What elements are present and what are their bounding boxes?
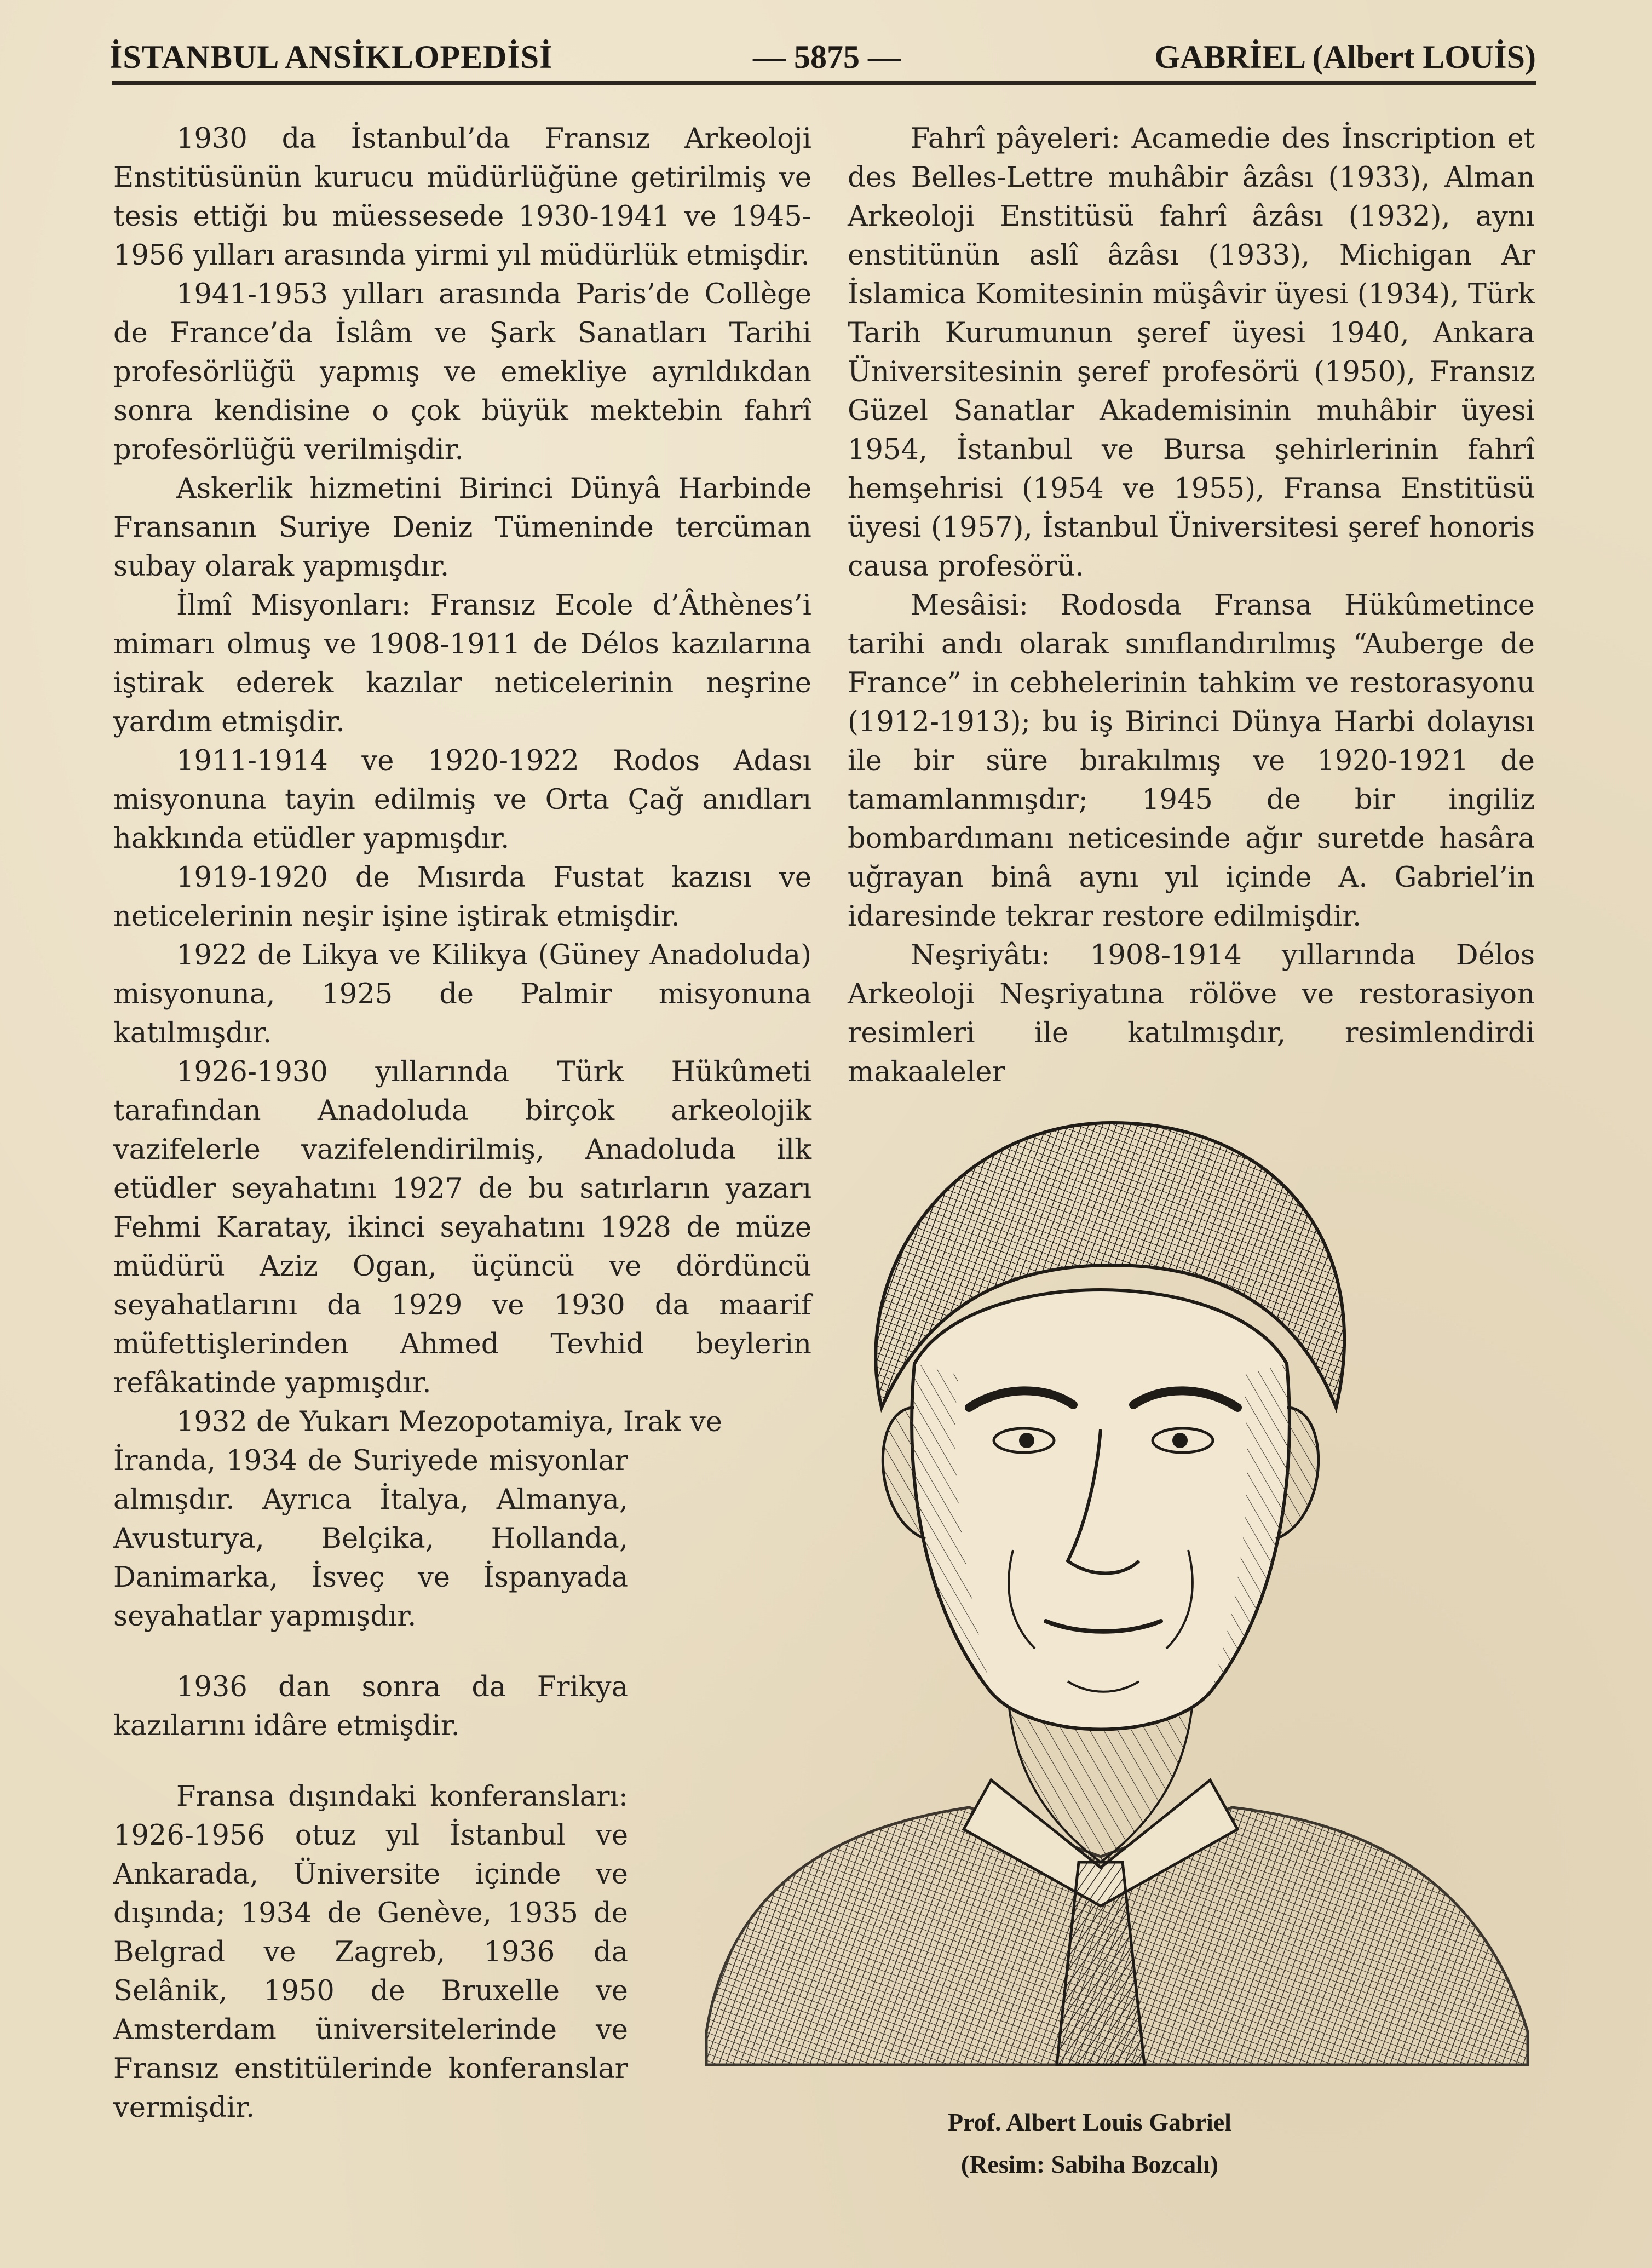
portrait-credit: (Resim: Sabiha Bozcalı): [960, 2150, 1219, 2178]
portrait-illustration: [684, 1101, 1539, 2076]
portrait-caption: Prof. Albert Louis Gabriel: [948, 2108, 1231, 2136]
paragraph: 1941-1953 yılları arasında Paris’de Collège de France’da İslâm ve Şark Sanatları Tarihi profesörlüğü yapmış ve emekliye ayrıldıkdan sonra kendisine o çok büyük mektebin fahrî profesörlüğü verilmişdir.: [113, 278, 811, 466]
paragraph: İranda, 1934 de Suriyede misyonlar almışdır. Ayrıca İtalya, Almanya, Avusturya, Belçika, Hollanda, Danimarka, İsveç ve İspanyada seyahatlar yapmışdır.: [113, 1445, 628, 1633]
paragraph: 1911-1914 ve 1920-1922 Rodos Adası misyonuna tayin edilmiş ve Orta Çağ anıdları hakkında etüdler yapmışdır.: [113, 745, 811, 855]
paragraph: 1930 da İstanbul’da Fransız Arkeoloji Enstitüsünün kurucu müdürlüğüne getirilmiş ve tesis ettiği bu müessesede 1930-1941 ve 1945-1956 yılları arasında yirmi yıl müdürlük etmişdir.: [113, 123, 811, 272]
running-title: İSTANBUL ANSİKLOPEDİSİ: [110, 39, 553, 75]
paragraph: Neşriyâtı: 1908-1914 yıllarında Délos Arkeoloji Neşriyatına rölöve ve restorasiyon resimleri ile katılmışdır, resimlendirdi makaaleler: [848, 939, 1535, 1088]
paragraph: 1936 dan sonra da Frikya kazılarını idâre etmişdir.: [113, 1671, 628, 1742]
right-column: [848, 119, 1535, 1092]
header-rule: [112, 81, 1536, 85]
entry-heading: GABRİEL (Albert LOUİS): [1154, 39, 1536, 75]
paragraph: 1922 de Likya ve Kilikya (Güney Anadoluda) misyonuna, 1925 de Palmir misyonuna katılmışdır.: [113, 939, 811, 1049]
paragraph: 1926-1930 yıllarında Türk Hükûmeti tarafından Anadoluda birçok arkeolojik vazifelerle vazifelendirilmiş, Anadoluda ilk etüdler seyahatını 1927 de bu satırların yazarı Fehmi Karatay, ikinci seyahatını 1928 de müze müdürü Aziz Ogan, üçüncü ve dördüncü seyahatlarını da 1929 ve 1930 da maarif müfettişlerinden Ahmed Tevhid beylerin refâkatinde yapmışdır.: [113, 1056, 811, 1399]
paragraph: Fahrî pâyeleri: Acamedie des İnscription et des Belles-Lettre muhâbir âzâsı (1933), Alman Arkeoloji Enstitüsü fahrî âzâsı (1932), aynı enstitünün aslî âzâsı (1933), Michigan Ar İslamica Komitesinin müşâvir üyesi (1934), Türk Tarih Kurumunun şeref üyesi 1940, Ankara Üniversitesinin şeref profesörü (1950), Fransız Güzel Sanatlar Akademisinin muhâbir üyesi 1954, İstanbul ve Bursa şehirlerinin fahrî hemşehrisi (1954 ve 1955), Fransa Enstitüsü üyesi (1957), İstanbul Üniversitesi şeref honoris causa profesörü.: [848, 123, 1535, 583]
paragraph: Mesâisi: Rodosda Fransa Hükûmetince tarihi andı olarak sınıflandırılmış “Auberge de France” in cebhelerinin tahkim ve restorasyonu (1912-1913); bu iş Birinci Dünya Harbi dolayısı ile bir süre bırakılmış ve 1920-1921 de tamamlanmışdır; 1945 de bir ingiliz bombardımanı neticesinde ağır suretde hasâra uğrayan binâ aynı yıl içinde A. Gabriel’in idaresinde tekrar restore edilmişdir.: [848, 589, 1535, 933]
paragraph: Fransa dışındaki konferansları: 1926-1956 otuz yıl İstanbul ve Ankarada, Üniversite içinde ve dışında; 1934 de Genève, 1935 de Belgrad ve Zagreb, 1936 da Selânik, 1950 de Bruxelle ve Amsterdam üniversitelerinde ve Fransız enstitülerinde konferanslar vermişdir.: [113, 1781, 628, 2124]
paragraph: Askerlik hizmetini Birinci Dünyâ Harbinde Fransanın Suriye Deniz Tümeninde tercüman subay olarak yapmışdır.: [113, 473, 811, 583]
paragraph: 1919-1920 de Mısırda Fustat kazısı ve neticelerinin neşir işine iştirak etmişdir.: [113, 862, 811, 933]
page-header: [110, 38, 1536, 82]
paragraph-first-line: 1932 de Yukarı Mezopotamiya, Irak ve: [176, 1406, 722, 1438]
page-number: — 5875 —: [753, 39, 901, 75]
paragraph: İlmî Misyonları: Fransız Ecole d’Âthènes’i mimarı olmuş ve 1908-1911 de Délos kazılarına iştirak ederek kazılar neticelerinin neşrine yardım etmişdir.: [113, 589, 811, 738]
